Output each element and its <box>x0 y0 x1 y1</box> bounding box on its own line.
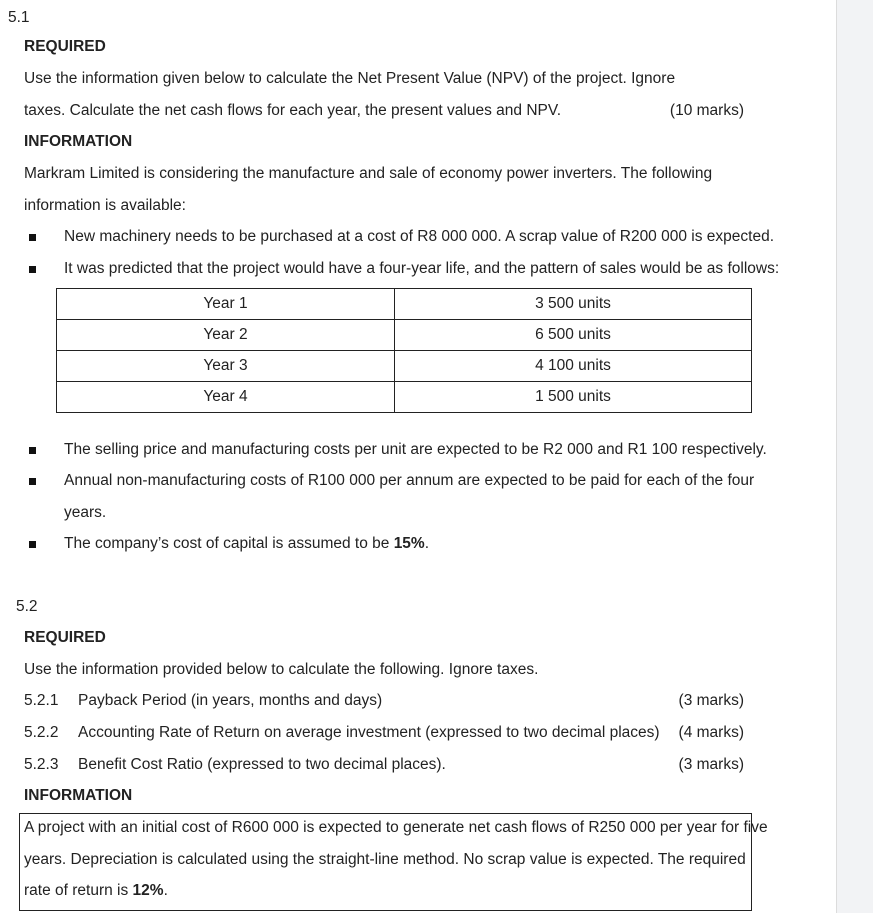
item-number-5-2-2: 5.2.2 <box>24 724 59 741</box>
table-row <box>57 289 752 320</box>
required-heading-5-1: REQUIRED <box>24 38 106 55</box>
period: . <box>424 535 430 552</box>
bullet-icon <box>29 266 36 273</box>
required-text-line-2: taxes. Calculate the net cash flows for each year, the present values and NPV. <box>24 102 562 119</box>
box-line-1: A project with an initial cost of R600 000 is expected to generate net cash flows of R250 000 per year for five <box>24 819 768 836</box>
required-return-rate: 12% <box>132 882 164 899</box>
cost-of-capital-rate: 15% <box>393 535 425 552</box>
bullet-icon <box>29 447 36 454</box>
bullet-text-2: It was predicted that the project would have a four-year life, and the pattern of sales would be as follows: <box>64 260 780 277</box>
period: . <box>163 882 168 899</box>
item-number-5-2-1: 5.2.1 <box>24 692 59 709</box>
bullet-text-5 <box>64 534 429 554</box>
table-row <box>57 351 752 382</box>
marks-5-1: (10 marks) <box>669 102 744 119</box>
item-text-5-2-2: Accounting Rate of Return on average investment (expressed to two decimal places) <box>78 724 660 741</box>
bullet-icon <box>29 234 36 241</box>
required-text-line-1: Use the information given below to calculate the Net Present Value (NPV) of the project. Ignore <box>24 70 676 87</box>
item-marks-5-2-2: (4 marks) <box>678 724 744 741</box>
item-marks-5-2-1: (3 marks) <box>678 692 744 709</box>
bullet-text-4-line-1: Annual non-manufacturing costs of R100 000 per annum are expected to be paid for each of the four <box>64 472 755 489</box>
required-return-text: rate of return is <box>24 882 133 899</box>
item-marks-5-2-3: (3 marks) <box>678 756 744 773</box>
cost-of-capital-text: The company’s cost of capital is assumed to be <box>64 535 394 552</box>
information-heading-5-1: INFORMATION <box>24 133 133 150</box>
item-text-5-2-1: Payback Period (in years, months and days) <box>78 692 383 709</box>
bullet-text-4-line-2: years. <box>64 504 107 521</box>
year-cell: Year 4 <box>57 382 395 413</box>
units-cell: 1 500 units <box>395 382 752 413</box>
year-cell: Year 2 <box>57 320 395 351</box>
bullet-text-1: New machinery needs to be purchased at a cost of R8 000 000. A scrap value of R200 000 is expected. <box>64 228 774 245</box>
required-heading-5-2: REQUIRED <box>24 629 106 646</box>
bullet-icon <box>29 541 36 548</box>
right-margin-panel <box>836 0 873 913</box>
units-cell: 3 500 units <box>395 289 752 320</box>
year-cell: Year 1 <box>57 289 395 320</box>
box-line-2: years. Depreciation is calculated using the straight-line method. No scrap value is expected. The required <box>24 851 746 868</box>
sales-table <box>56 288 752 413</box>
table-row <box>57 382 752 413</box>
bullet-icon <box>29 478 36 485</box>
information-heading-5-2: INFORMATION <box>24 787 133 804</box>
item-number-5-2-3: 5.2.3 <box>24 756 59 773</box>
required-text-5-2: Use the information provided below to calculate the following. Ignore taxes. <box>24 661 539 678</box>
intro-line-1: Markram Limited is considering the manufacture and sale of economy power inverters. The following <box>24 165 713 182</box>
table-row <box>57 320 752 351</box>
section-number-5-1: 5.1 <box>8 9 30 26</box>
section-number-5-2: 5.2 <box>16 598 38 615</box>
item-text-5-2-3: Benefit Cost Ratio (expressed to two decimal places). <box>78 756 446 773</box>
units-cell: 6 500 units <box>395 320 752 351</box>
intro-line-2: information is available: <box>24 197 186 214</box>
year-cell: Year 3 <box>57 351 395 382</box>
box-line-3 <box>24 881 168 901</box>
bullet-text-3: The selling price and manufacturing costs per unit are expected to be R2 000 and R1 100 respectively. <box>64 441 767 458</box>
units-cell: 4 100 units <box>395 351 752 382</box>
